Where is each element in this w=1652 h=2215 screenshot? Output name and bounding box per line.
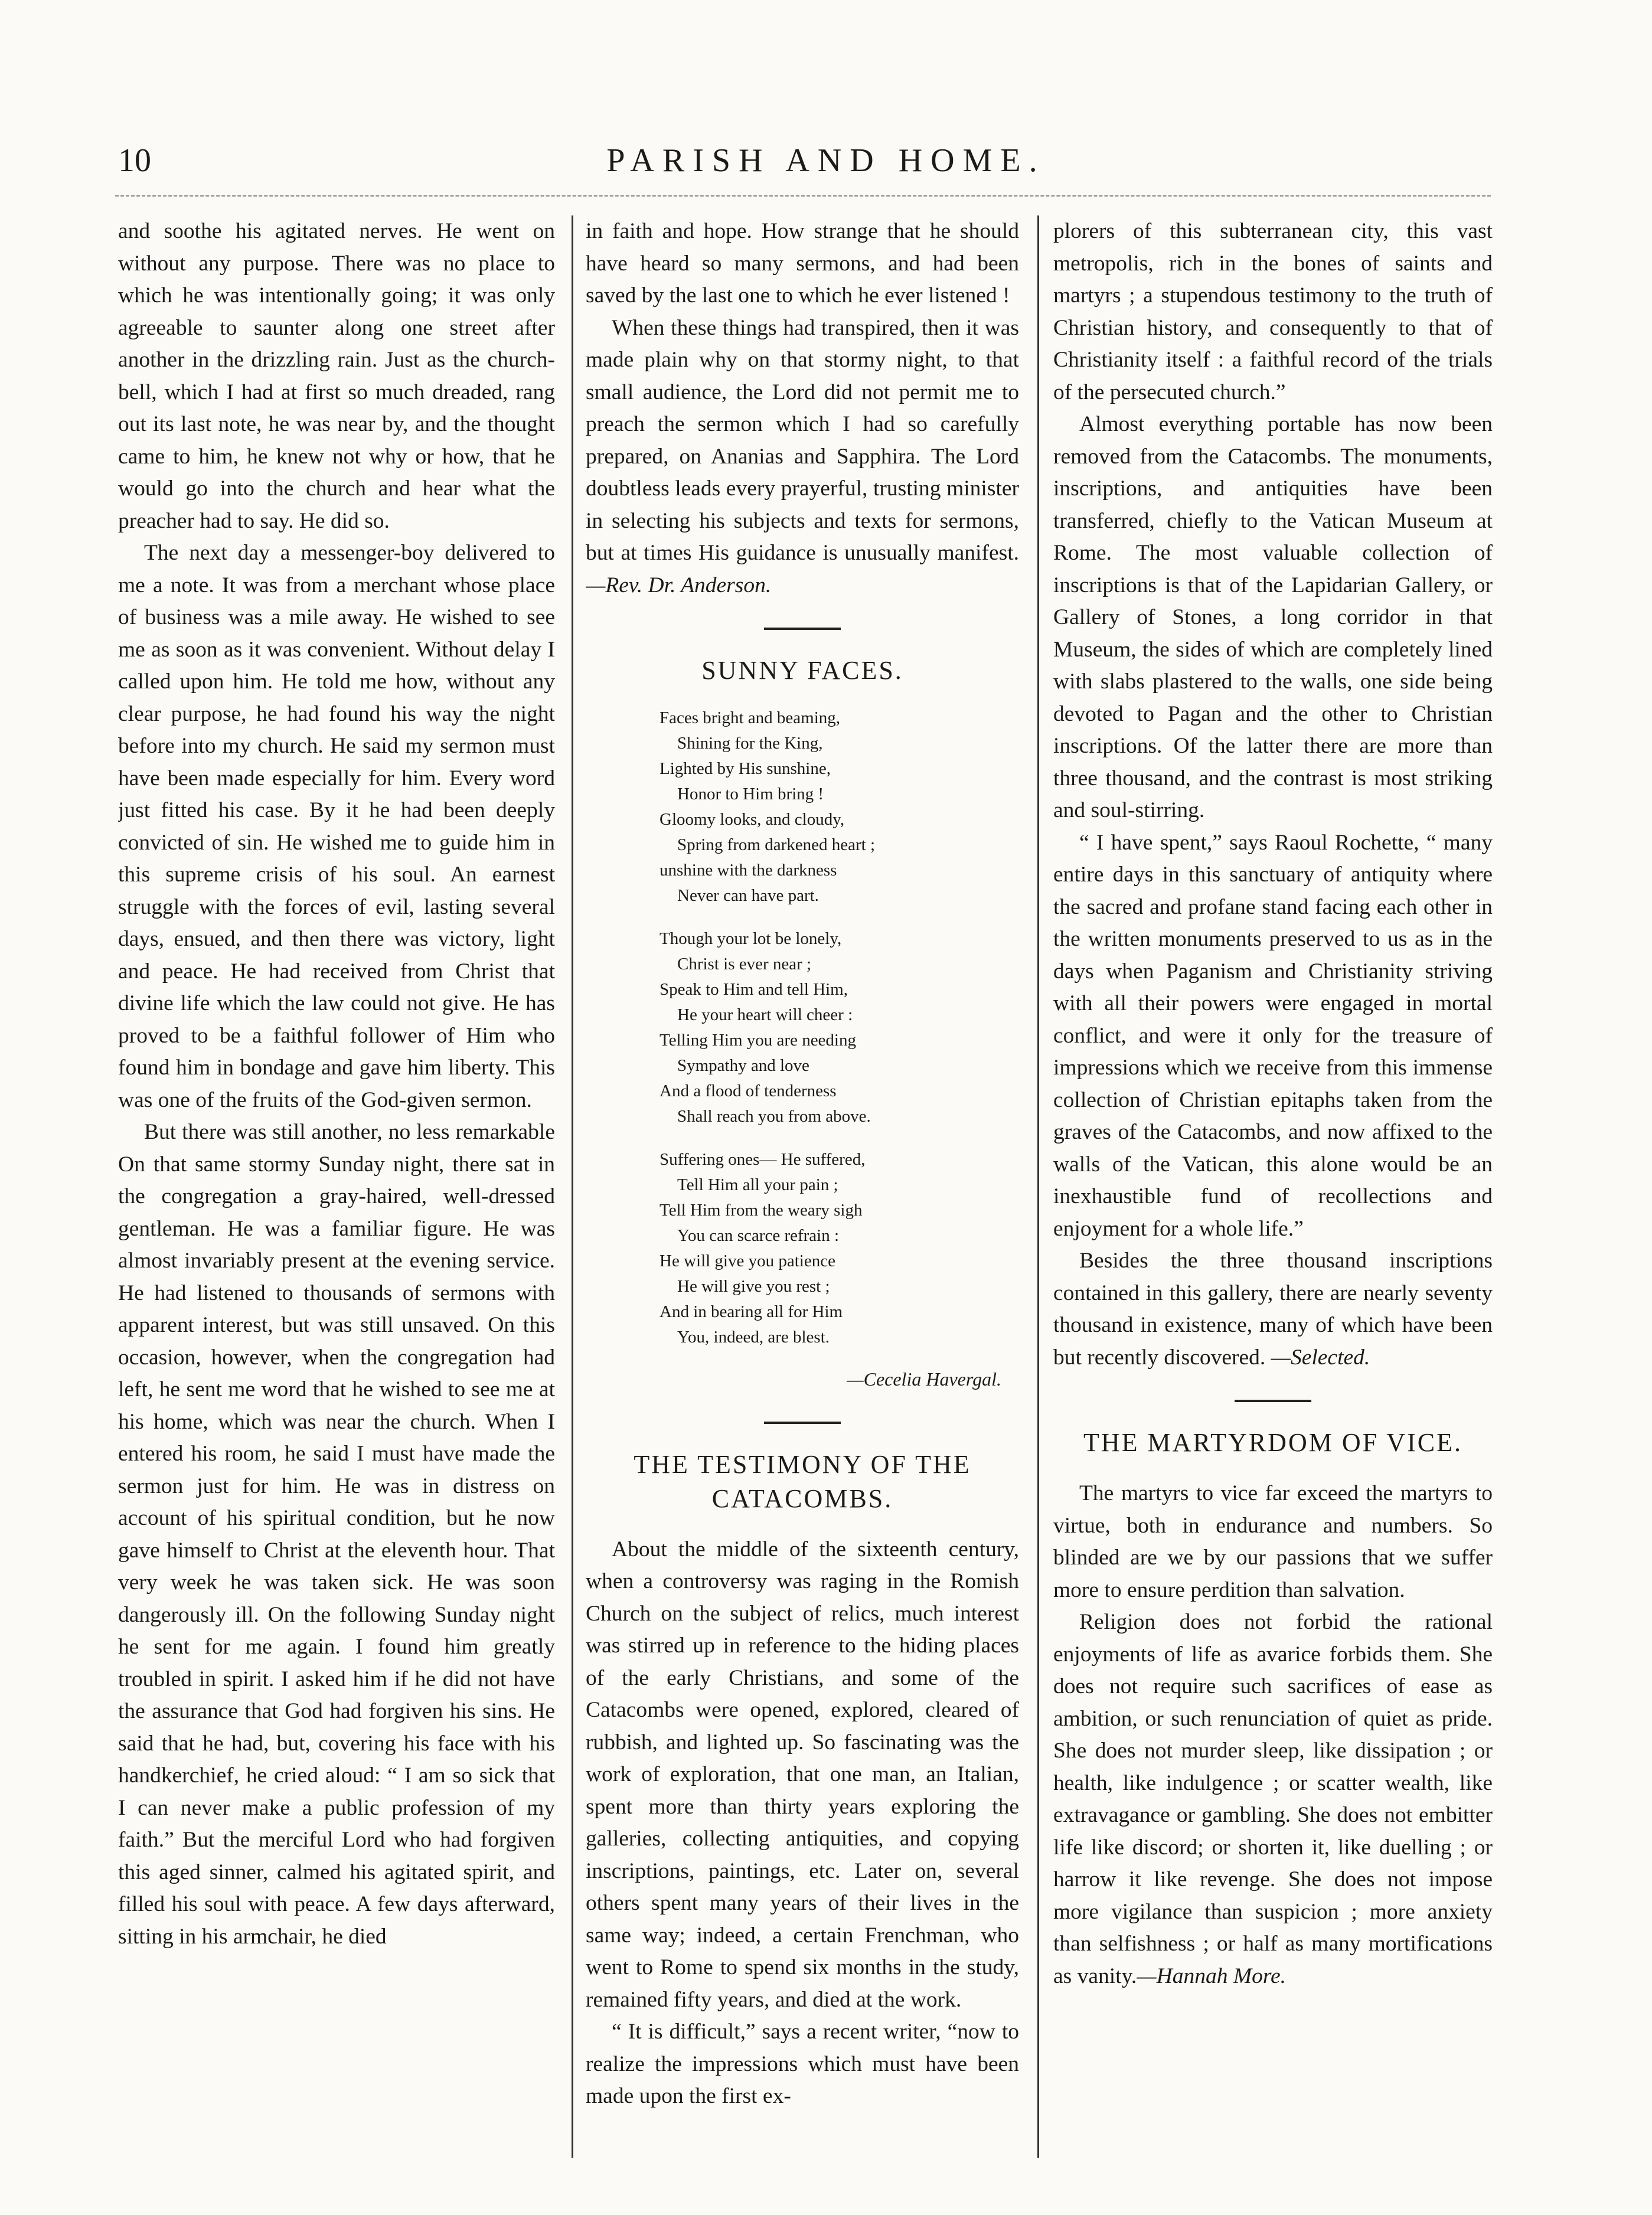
column-middle [586, 215, 1019, 2181]
poem-line: Tell Him all your pain ; [677, 1175, 838, 1194]
poem-line: He will give you rest ; [677, 1277, 830, 1296]
poem [660, 705, 1019, 1350]
paragraph: and soothe his agitated nerves. He went on without any purpose. There was no place to which he was intentionally going; it was only agreeable to saunter along one street after another in the drizzling rain. Just as the church-bell, which I had at first so much dreaded, rang out its last note, he was near by, and the thought came to him, he knew not why or how, that he would go into the church and hear what the preacher had to say. He did so. [118, 219, 555, 533]
author-signature: —Hannah More. [1137, 1964, 1287, 1988]
paragraph [1053, 1245, 1493, 1374]
poem-line: And in bearing all for Him [660, 1302, 843, 1321]
poem-line: You can scarce refrain : [677, 1226, 840, 1245]
paragraph: The next day a messenger-boy delivered to me a note. It was from a merchant whose place of business was a mile away. He wished to see me as soon as it was convenient. Without delay I called upon him. He told me how, without any clear purpose, he had found his way the night before into my church. He said my sermon must have been made especially for him. Every word just fitted his case. By it he had been deeply convicted of sin. He wished me to guide him in this supreme crisis of his soul. An earnest struggle with the forces of evil, lasting several days, ensued, and then there was victory, light and peace. He had received from Christ that divine life which the law could not give. He has proved to be a faithful follower of Him who found him in bondage and gave him liberty. This was one of the fruits of the God-given sermon. [118, 541, 555, 1112]
poem-line: And a flood of tenderness [660, 1082, 837, 1100]
page-number: 10 [118, 142, 151, 179]
poem-line: Suffering ones— He suffered, [660, 1150, 866, 1169]
poem-line: Telling Him you are needing [660, 1031, 856, 1050]
poem-line: Never can have part. [677, 886, 819, 905]
author-signature: —Rev. Dr. Anderson. [586, 573, 772, 597]
paragraph-text: Besides the three thousand inscriptions contained in this gallery, there are nearly seventy thousand in existence, many of which have been but recently discovered. [1053, 1249, 1493, 1370]
poem-line: Faces bright and beaming, [660, 708, 841, 727]
column-right [1053, 215, 1493, 2181]
page-header [0, 142, 1652, 195]
author-signature: —Selected. [1271, 1345, 1370, 1370]
poem-line: unshine with the darkness [660, 861, 837, 880]
poem-stanza [660, 705, 1019, 909]
section-title: THE MARTYRDOM OF VICE. [1083, 1428, 1462, 1457]
poem-attribution: —Cecelia Havergal. [847, 1368, 1001, 1390]
poem-line: Shining for the King, [677, 734, 823, 753]
paragraph: Almost everything portable has now been removed from the Catacombs. The monuments, inscriptions, and antiquities have been transferred, chiefly to the Vatican Museum at Rome. The most valuable collection of inscriptions is that of the Lapidarian Gallery, or Gallery of Stones, a long corridor in that Museum, the sides of which are completely lined with slabs plastered to the walls, one side being devoted to Pagan and the other to Christian inscriptions. Of the latter there are more than three thousand, and the contrast is most striking and soul-stirring. [1053, 412, 1493, 822]
poem-line: Sympathy and love [677, 1056, 809, 1075]
paragraph: “ It is difficult,” says a recent writer, “now to realize the impressions which must have been made upon the first ex- [586, 2020, 1019, 2108]
poem-line: Spring from darkened heart ; [677, 835, 876, 854]
poem-stanza [660, 1147, 1019, 1350]
section-separator [764, 1422, 841, 1424]
poem-line: Lighted by His sunshine, [660, 759, 831, 778]
paragraph: But there was still another, no less remarkable On that same stormy Sunday night, there sat in the congregation a gray-haired, well-dressed gentleman. He was a familiar figure. He was almost invariably present at the evening service. He had listened to thousands of sermons with apparent interest, but was still unsaved. On this occasion, however, when the congregation had left, he sent me word that he wished to see me at his home, which was near the church. When I entered his room, he said I must have made the sermon just for him. He was in distress on account of his spiritual condition, but he now gave himself to Christ at the eleventh hour. That very week he was taken sick. He was soon dangerously ill. On the following Sunday night he sent for me again. I found him greatly troubled in spirit. I asked him if he did not have the assurance that God had forgiven his sins. He said that he had, but, covering his face with his handkerchief, he cried aloud: “ I am so sick that I can never make a public profession of my faith.” But the merciful Lord who had forgiven this aged sinner, calmed his agitated spirit, and filled his soul with peace. A few days afterward, sitting in his armchair, he died [118, 1120, 555, 1949]
running-title: PARISH AND HOME. [606, 142, 1046, 179]
poem-title: SUNNY FACES. [701, 656, 903, 685]
column-divider [1037, 215, 1039, 2158]
column-divider [572, 215, 573, 2158]
section-separator [1235, 1400, 1311, 1402]
poem-line: Tell Him from the weary sigh [660, 1201, 863, 1220]
paragraph [1053, 1606, 1493, 1992]
column-left [118, 215, 555, 2181]
paragraph: The martyrs to vice far exceed the martyrs to virtue, both in endurance and numbers. So blinded are we by our passions that we suffer more to ensure perdition than salvation. [1053, 1481, 1493, 1602]
paragraph: plorers of this subterranean city, this vast metropolis, rich in the bones of saints and martyrs ; a stupendous testimony to the truth of Christian history, and consequently to that of Christianity itself : a faithful record of the trials of the persecuted church.” [1053, 219, 1493, 404]
paragraph: About the middle of the sixteenth century, when a controversy was raging in the Romish Church on the subject of relics, much interest was stirred up in reference to the hiding places of the early Christians, and some of the Catacombs were opened, explored, cleared of rubbish, and lighted up. So fascinating was the work of exploration, that one man, an Italian, spent more than thirty years exploring the galleries, collecting antiquities, and copying inscriptions, paintings, etc. Later on, several others spent many years of their lives in the same way; indeed, a certain Frenchman, who went to Rome to spend six months in the study, remained fifty years, and died at the work. [586, 1537, 1019, 2012]
paragraph-text: When these things had transpired, then it was made plain why on that stormy night, to that small audience, the Lord did not permit me to preach the sermon which I had so carefully prepared, on Ananias and Sapphira. The Lord doubtless leads every prayerful, trusting minister in selecting his subjects and texts for sermons, but at times His guidance is unusually manifest. [586, 315, 1019, 565]
paragraph [586, 312, 1019, 602]
poem-line: He will give you patience [660, 1252, 835, 1270]
paragraph: in faith and hope. How strange that he should have heard so many sermons, and had been saved by the last one to which he ever listened ! [586, 219, 1019, 308]
poem-line: Honor to Him bring ! [677, 785, 824, 803]
poem-line: Though your lot be lonely, [660, 929, 842, 948]
section-title: THE TESTIMONY OF THE CATACOMBS. [634, 1449, 971, 1513]
poem-line: Christ is ever near ; [677, 955, 812, 973]
poem-line: You, indeed, are blest. [677, 1328, 830, 1347]
section-separator [764, 628, 841, 630]
poem-stanza [660, 926, 1019, 1129]
poem-line: Speak to Him and tell Him, [660, 980, 848, 999]
header-rule [115, 195, 1491, 197]
poem-line: Shall reach you from above. [677, 1107, 871, 1126]
poem-line: Gloomy looks, and cloudy, [660, 810, 845, 829]
paragraph: “ I have spent,” says Raoul Rochette, “ many entire days in this sanctuary of antiquity where the sacred and profane stand facing each other in the written monuments preserved to us as in the days when Paganism and Christianity striving with all their powers were engaged in mortal conflict, and were it only for the treasure of impressions which we receive from this immense collection of Christian epitaphs taken from the graves of the Catacombs, and now affixed to the walls of the Vatican, this alone would be an inexhaustible fund of recollections and enjoyment for a whole life.” [1053, 830, 1493, 1241]
poem-line: He your heart will cheer : [677, 1005, 853, 1024]
paragraph-text: Religion does not forbid the rational enjoyments of life as avarice forbids them. She does not require such sacrifices of ease as ambition, or such renunciation of quiet as pride. She does not murder sleep, like dissipation ; or health, like indulgence ; or scatter wealth, like extravagance or gambling. She does not embitter life like discord; or shorten it, like duelling ; or harrow it like revenge. She does not impose more vigilance than suspicion ; more anxiety than selfishness ; or half as many mortifications as vanity. [1053, 1610, 1493, 1988]
